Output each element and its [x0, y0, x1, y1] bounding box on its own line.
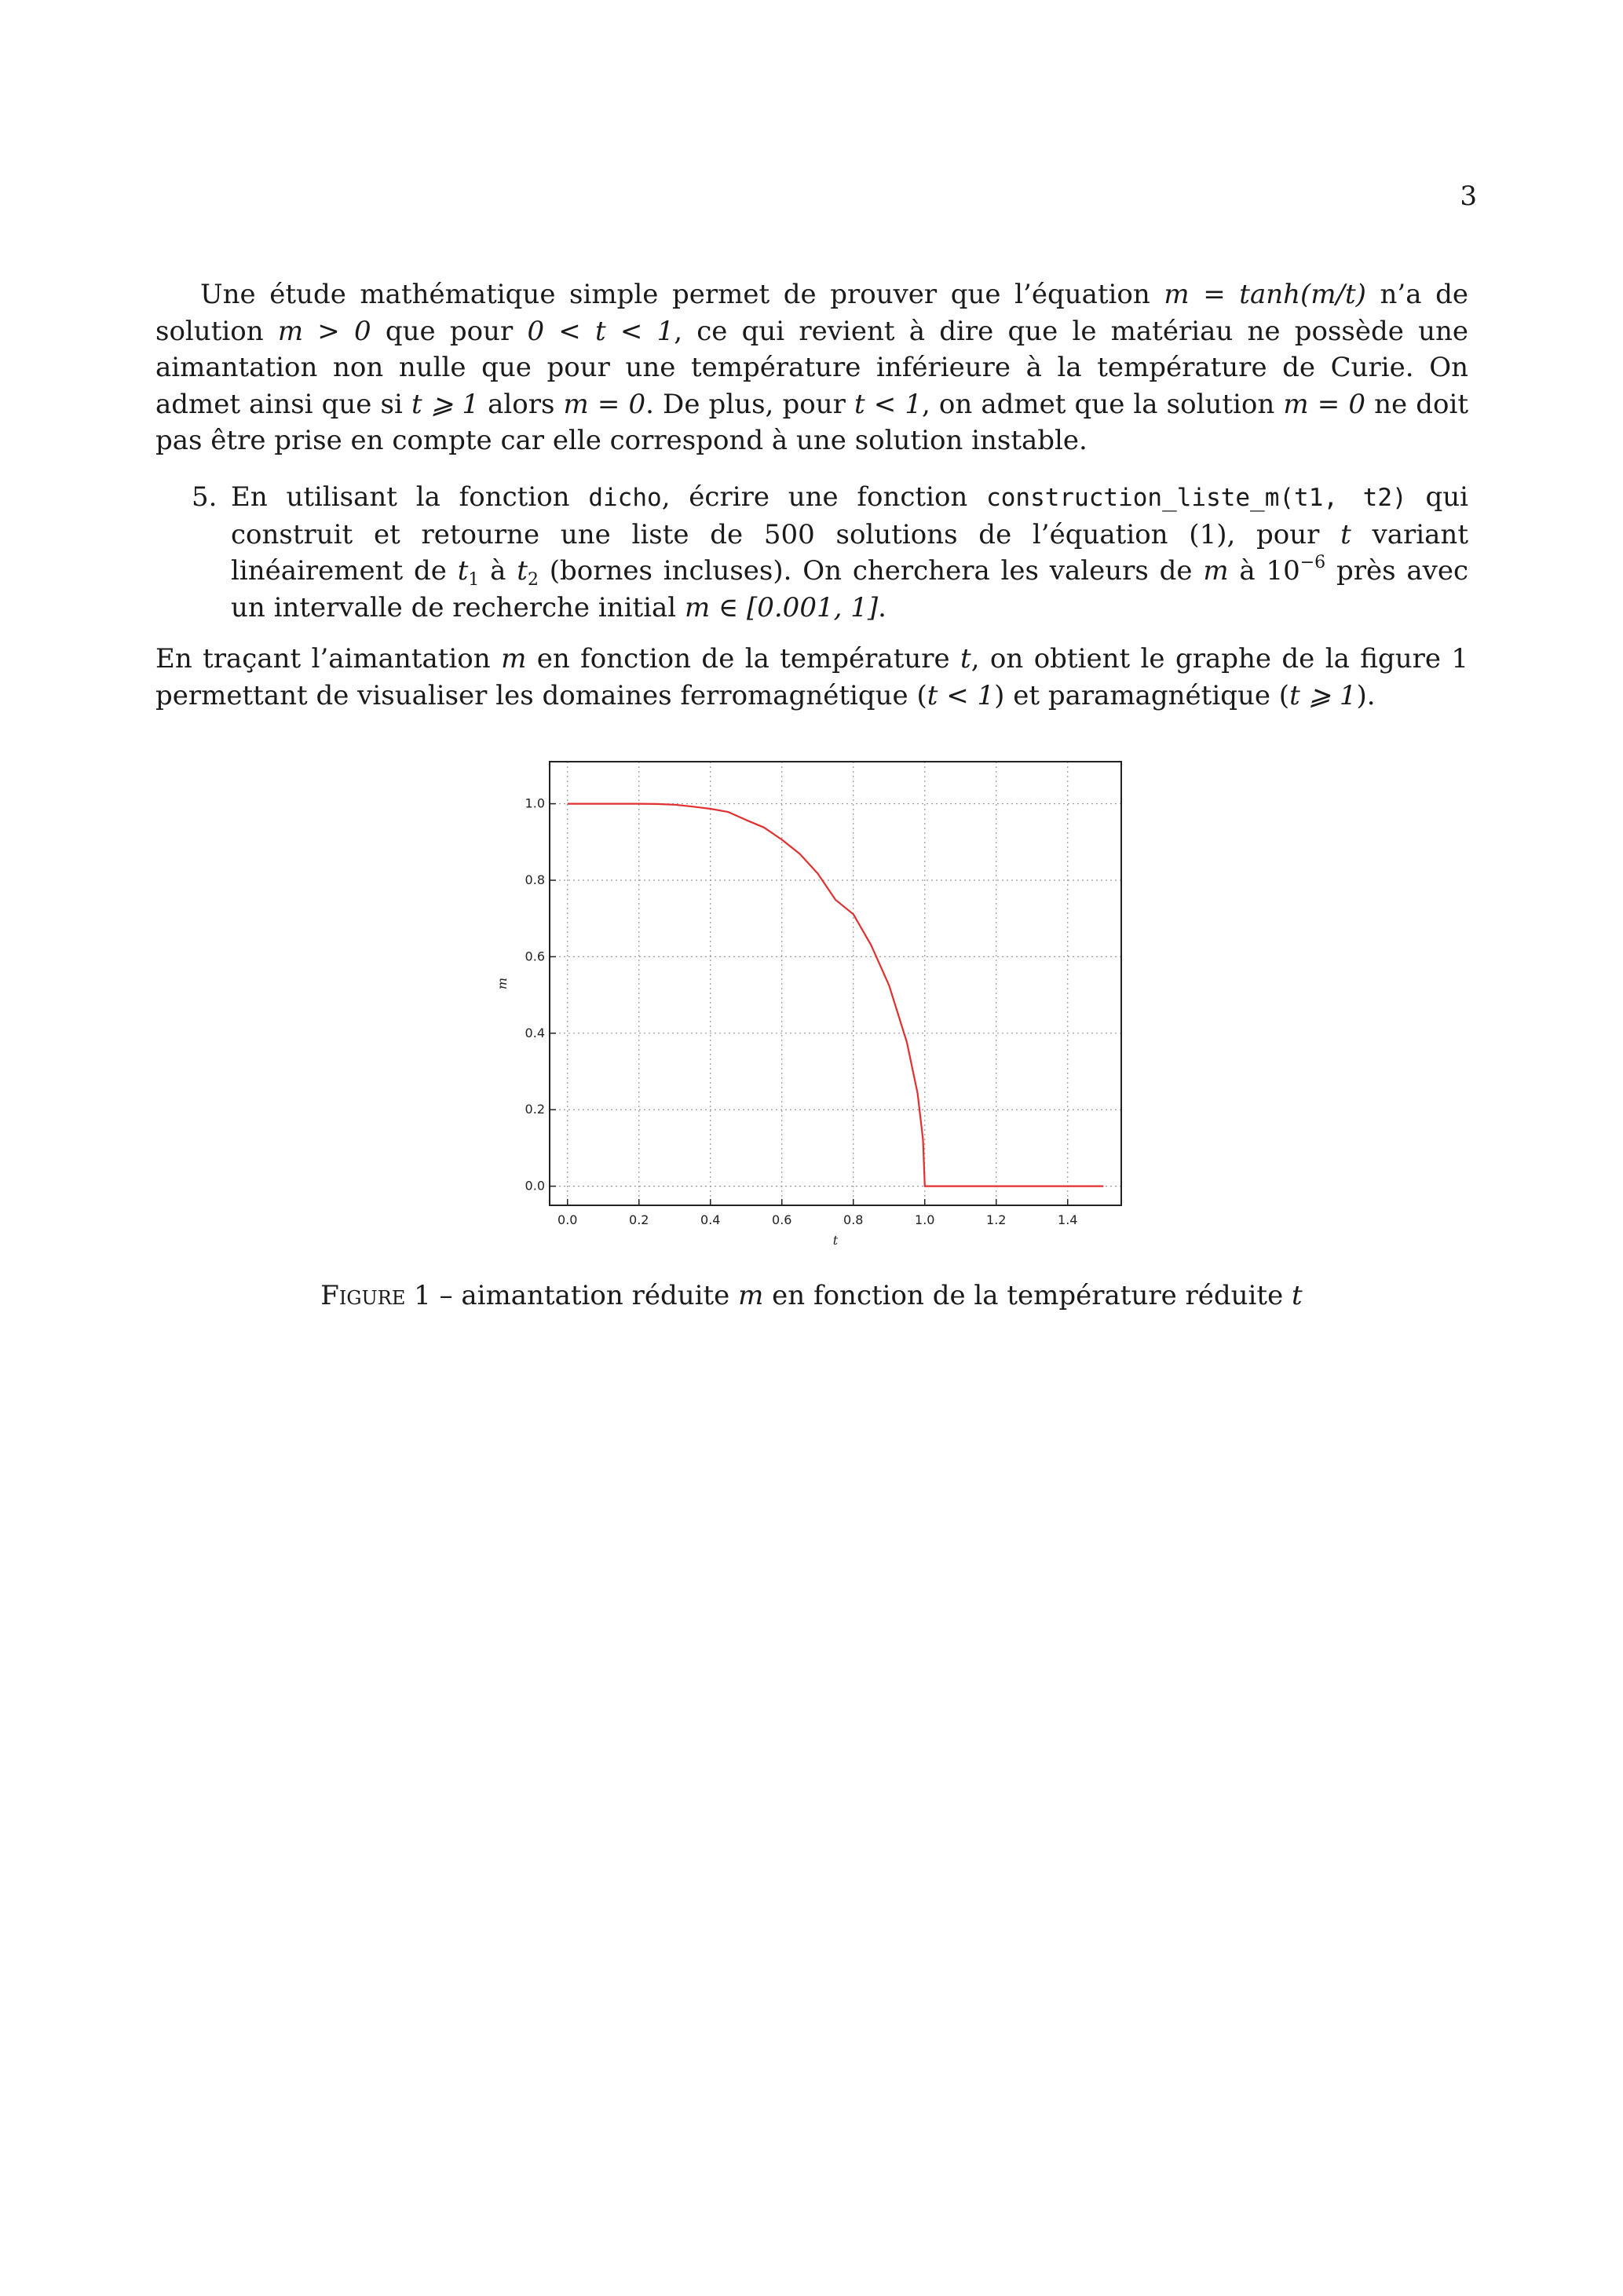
text-run: en fonction de la température	[526, 643, 961, 675]
y-tick-label: 0.6	[525, 949, 545, 964]
question-body	[231, 479, 1468, 626]
math-inline: t	[457, 555, 469, 587]
text-run: ) et paramagnétique (	[994, 679, 1290, 711]
x-tick-label: 0.4	[700, 1212, 721, 1227]
text-run: En traçant l’aimantation	[155, 643, 502, 675]
math-inline: m = 0	[563, 388, 646, 420]
text-run: , ce qui revient à dire que le matériau ne possède une aimantation non nulle que pour une température inférieure à la température de Curie. On admet ainsi que si	[155, 315, 1468, 420]
superscript: −6	[1299, 553, 1326, 572]
math-inline: m	[738, 1280, 764, 1311]
x-tick-label: 0.6	[772, 1212, 792, 1227]
text-run: Une étude mathématique simple permet de prouver que l’équation	[200, 279, 1164, 310]
text-run: à 10	[1228, 555, 1300, 587]
question-5	[192, 479, 1468, 626]
math-inline: t ⩾ 1	[1289, 679, 1357, 711]
subscript: 1	[468, 570, 480, 590]
math-inline: m = 0	[1283, 388, 1365, 420]
x-tick-label: 1.0	[915, 1212, 935, 1227]
paragraph-curie	[155, 276, 1468, 459]
text-run: à	[479, 555, 517, 587]
series-line	[568, 804, 1104, 1186]
text-run: , on obtient le graphe de la figure 1 permettant de visualiser les domaines ferromagnétique (	[155, 643, 1468, 711]
text-run: en fonction de la température réduite	[763, 1280, 1292, 1311]
x-tick-label: 1.2	[986, 1212, 1007, 1227]
math-inline: m ∈ [0.001, 1]	[684, 591, 879, 623]
text-run: que pour	[371, 315, 528, 347]
figure-caption	[0, 1278, 1623, 1314]
y-axis-label: m	[495, 977, 510, 990]
x-tick-label: 0.8	[843, 1212, 864, 1227]
magnetization-chart	[471, 750, 1146, 1268]
math-inline: m	[501, 643, 527, 675]
text-run: . De plus, pour	[645, 388, 854, 420]
x-axis-label: t	[832, 1233, 839, 1248]
math-inline: t	[1292, 1280, 1303, 1311]
caption-label: Figure 1	[320, 1280, 431, 1311]
math-inline: t	[1340, 518, 1351, 550]
figure-1	[471, 750, 1146, 1268]
y-tick-label: 0.0	[525, 1178, 545, 1194]
math-inline: t ⩾ 1	[411, 388, 479, 420]
question-number: 5.	[192, 481, 217, 513]
y-tick-label: 0.2	[525, 1102, 545, 1117]
text-run: près avec un intervalle de recherche initial	[231, 555, 1468, 623]
text-run: alors	[479, 388, 564, 420]
plot-frame	[550, 762, 1121, 1205]
text-run: , on admet que la solution	[921, 388, 1284, 420]
text-run: (bornes incluses). On cherchera les valeurs de	[538, 555, 1204, 587]
text-run: variant linéairement de	[231, 518, 1468, 587]
text-run: .	[878, 591, 886, 623]
subscript: 2	[527, 570, 539, 590]
code-construction-liste: construction_liste_m(t1, t2)	[986, 484, 1407, 512]
math-inline: t < 1	[927, 679, 995, 711]
paragraph-graph-intro	[155, 641, 1468, 714]
math-inline: m > 0	[277, 315, 371, 347]
y-tick-label: 0.8	[525, 872, 545, 887]
text-run: qui construit et retourne une liste de 500 solutions de l’équation (1), pour	[231, 481, 1468, 550]
x-tick-label: 1.4	[1058, 1212, 1078, 1227]
page-number: 3	[1460, 181, 1477, 212]
code-dicho: dicho	[588, 484, 662, 512]
text-run: ne doit pas être prise en compte car elle correspond à une solution instable.	[155, 388, 1469, 456]
math-inline: t	[960, 643, 971, 675]
math-inline: m	[1203, 555, 1229, 587]
x-tick-label: 0.2	[629, 1212, 649, 1227]
text-run: – aimantation réduite	[430, 1280, 739, 1311]
math-equation: m = tanh(m/t)	[1164, 279, 1366, 310]
x-tick-label: 0.0	[557, 1212, 578, 1227]
math-inline: t < 1	[854, 388, 922, 420]
math-inline: 0 < t < 1	[527, 315, 674, 347]
y-tick-label: 0.4	[525, 1025, 545, 1040]
text-run: ).	[1356, 679, 1376, 711]
y-tick-label: 1.0	[525, 795, 545, 811]
text-run: , écrire une fonction	[661, 481, 987, 513]
text-run: En utilisant la fonction	[231, 481, 589, 513]
text-run: n’a de solution	[155, 279, 1468, 347]
math-inline: t	[517, 555, 528, 587]
